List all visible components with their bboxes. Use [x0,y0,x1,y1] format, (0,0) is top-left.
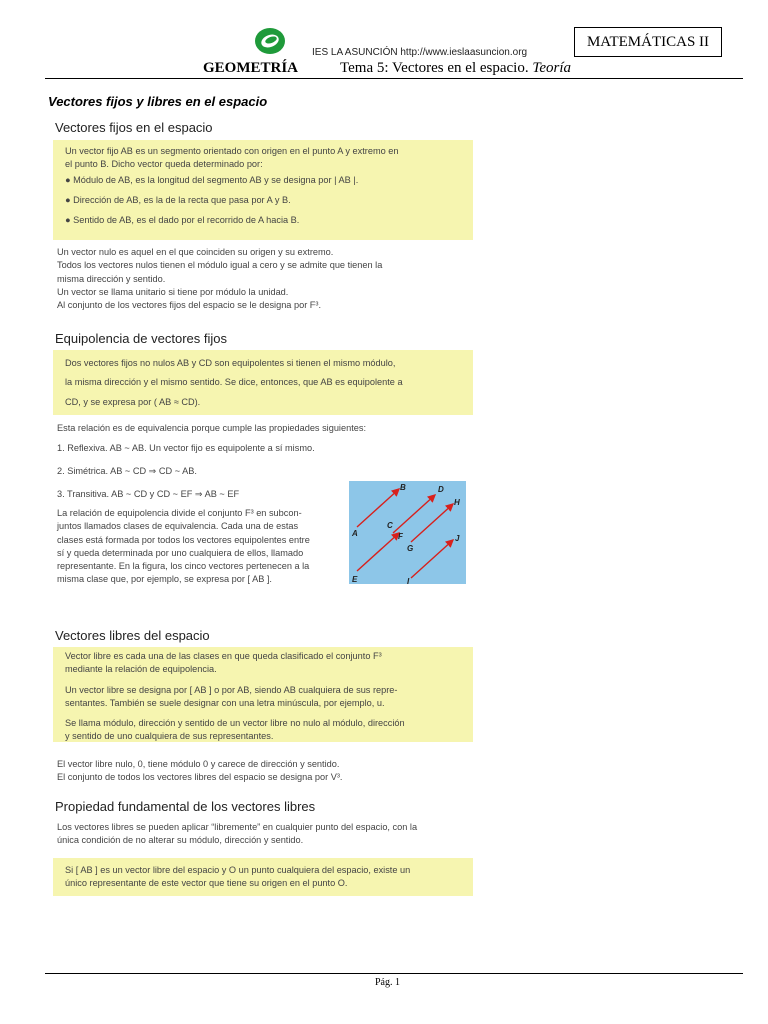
label-d: D [438,485,444,494]
libre-box-6: y sentido de uno cualquiera de sus representantes. [65,731,274,742]
label-j: J [455,534,460,543]
equip-para-3: clases está formada por todos los vectores equipolentes entre [57,534,310,545]
equip-para-5: representante. En la figura, los cinco vectores pertenecen a la [57,561,310,572]
equip-box-3: CD, y se expresa por ( AB ≈ CD). [65,396,201,407]
text-conjunto-v3: El conjunto de todos los vectores libres del espacio se designa por V³. [57,772,343,783]
propiedad-box-1: Si [ AB ] es un vector libre del espacio y O un punto cualquiera del espacio, existe un [65,865,411,875]
vector-ef [357,533,399,571]
text-vector-nulo: Un vector nulo es aquel en el que coinciden su origen y su extremo. [57,247,334,257]
heading-vectores-libres: Vectores libres del espacio [55,628,210,643]
page-title: Vectores fijos y libres en el espacio [48,94,268,109]
heading-equipolencia: Equipolencia de vectores fijos [55,331,227,346]
vector-cd [393,495,435,533]
propiedad-box [53,858,473,896]
label-i: I [407,577,410,584]
libre-box-5: Se llama módulo, dirección y sentido de un vector libre no nulo al módulo, dirección [65,718,405,729]
propiedad-text-2: única condición de no alterar su módulo, dirección y sentido. [57,835,304,846]
fijos-text [57,246,477,312]
topic-title [340,60,571,77]
propiedad-box-2: único representante de este vector que tiene su origen en el punto O. [65,878,348,889]
header-divider [45,78,743,79]
libre-box-3: Un vector libre se designa por [ AB ] o por AB, siendo AB cualquiera de sus repre- [65,684,398,695]
propiedad-text [57,821,477,848]
heading-propiedad-fundamental: Propiedad fundamental de los vectores libres [55,799,316,814]
topic-suffix: Teoría [532,60,571,76]
equip-box-1: Dos vectores fijos no nulos AB y CD son equipolentes si tienen el mismo módulo, [65,358,396,368]
text-nulos-1: Todos los vectores nulos tienen el módulo igual a cero y se admite que tienen la [57,260,383,271]
label-f: F [398,532,403,541]
libres-text [57,758,477,785]
vector-gh [411,504,453,542]
equip-para-1: La relación de equipolencia divide el conjunto F³ en subcon- [57,508,302,518]
label-c: C [387,521,393,530]
area-title: GEOMETRÍA [203,60,299,76]
equip-para-6: misma clase que, por ejemplo, se expresa por [ AB ]. [57,574,272,585]
topic-main: Tema 5: Vectores en el espacio. [340,60,529,76]
school-name: IES LA ASUNCIÓN http://www.ieslaasuncion.org [312,47,528,58]
prop-simetrica: 2. Simétrica. AB ~ CD ⇒ CD ~ AB. [57,466,197,476]
libre-box-1: Vector libre es cada una de las clases en que queda clasificado el conjunto F³ [65,651,382,661]
text-nulos-2: misma dirección y sentido. [57,273,166,284]
page-number: Pág. 1 [375,977,400,988]
text-vector-libre-nulo: El vector libre nulo, 0, tiene módulo 0 y carece de dirección y sentido. [57,759,340,769]
propiedad-text-1: Los vectores libres se pueden aplicar “libremente” en cualquier punto del espacio, con la [57,822,418,832]
equip-box-2: la misma dirección y el mismo sentido. Se dice, entonces, que AB es equipolente a [65,377,403,388]
definition-box-fijo [53,140,473,240]
equip-intro: Esta relación es de equivalencia porque cumple las propiedades siguientes: [57,423,366,433]
footer-divider [45,973,743,974]
equip-para-2: juntos llamados clases de equivalencia. Cada una de estas [57,521,299,532]
text-unitario: Un vector se llama unitario si tiene por módulo la unidad. [57,286,289,297]
equipolent-vectors-figure [349,481,466,584]
heading-vectores-fijos: Vectores fijos en el espacio [55,120,213,135]
prop-reflexiva: 1. Reflexiva. AB ~ AB. Un vector fijo es equipolente a sí mismo. [57,443,315,453]
text-conjunto-f3: Al conjunto de los vectores fijos del espacio se le designa por F³. [57,300,322,311]
libre-box-4: sentantes. También se suele designar con una letra minúscula, por ejemplo, u. [65,697,385,708]
school-logo-icon [253,26,287,56]
bullet-sentido: ● Sentido de AB, es el dado por el recorrido de A hacia B. [65,215,300,226]
bullet-modulo: ● Módulo de AB, es la longitud del segmento AB y se designa por | AB |. [65,174,359,185]
label-g: G [407,544,414,553]
fijo-intro-2: el punto B. Dicho vector queda determinado por: [65,159,263,170]
definition-box-libre [53,647,473,742]
libre-box-2: mediante la relación de equipolencia. [65,664,217,675]
label-a: A [352,529,358,538]
subject-box: MATEMÁTICAS II [574,27,722,57]
equip-para-4: sí y queda determinada por uno cualquiera de ellos, llamado [57,547,304,558]
prop-transitiva: 3. Transitiva. AB ~ CD y CD ~ EF ⇒ AB ~ EF [57,489,240,499]
equip-paragraph [57,507,347,587]
definition-box-equipolencia [53,350,473,415]
label-b: B [400,483,406,492]
label-h: H [454,498,460,507]
vector-ij [411,540,453,578]
fijo-intro-1: Un vector fijo AB es un segmento orientado con origen en el punto A y extremo en [65,146,399,156]
bullet-direccion: ● Dirección de AB, es la de la recta que pasa por A y B. [65,194,291,205]
label-e: E [352,575,358,584]
